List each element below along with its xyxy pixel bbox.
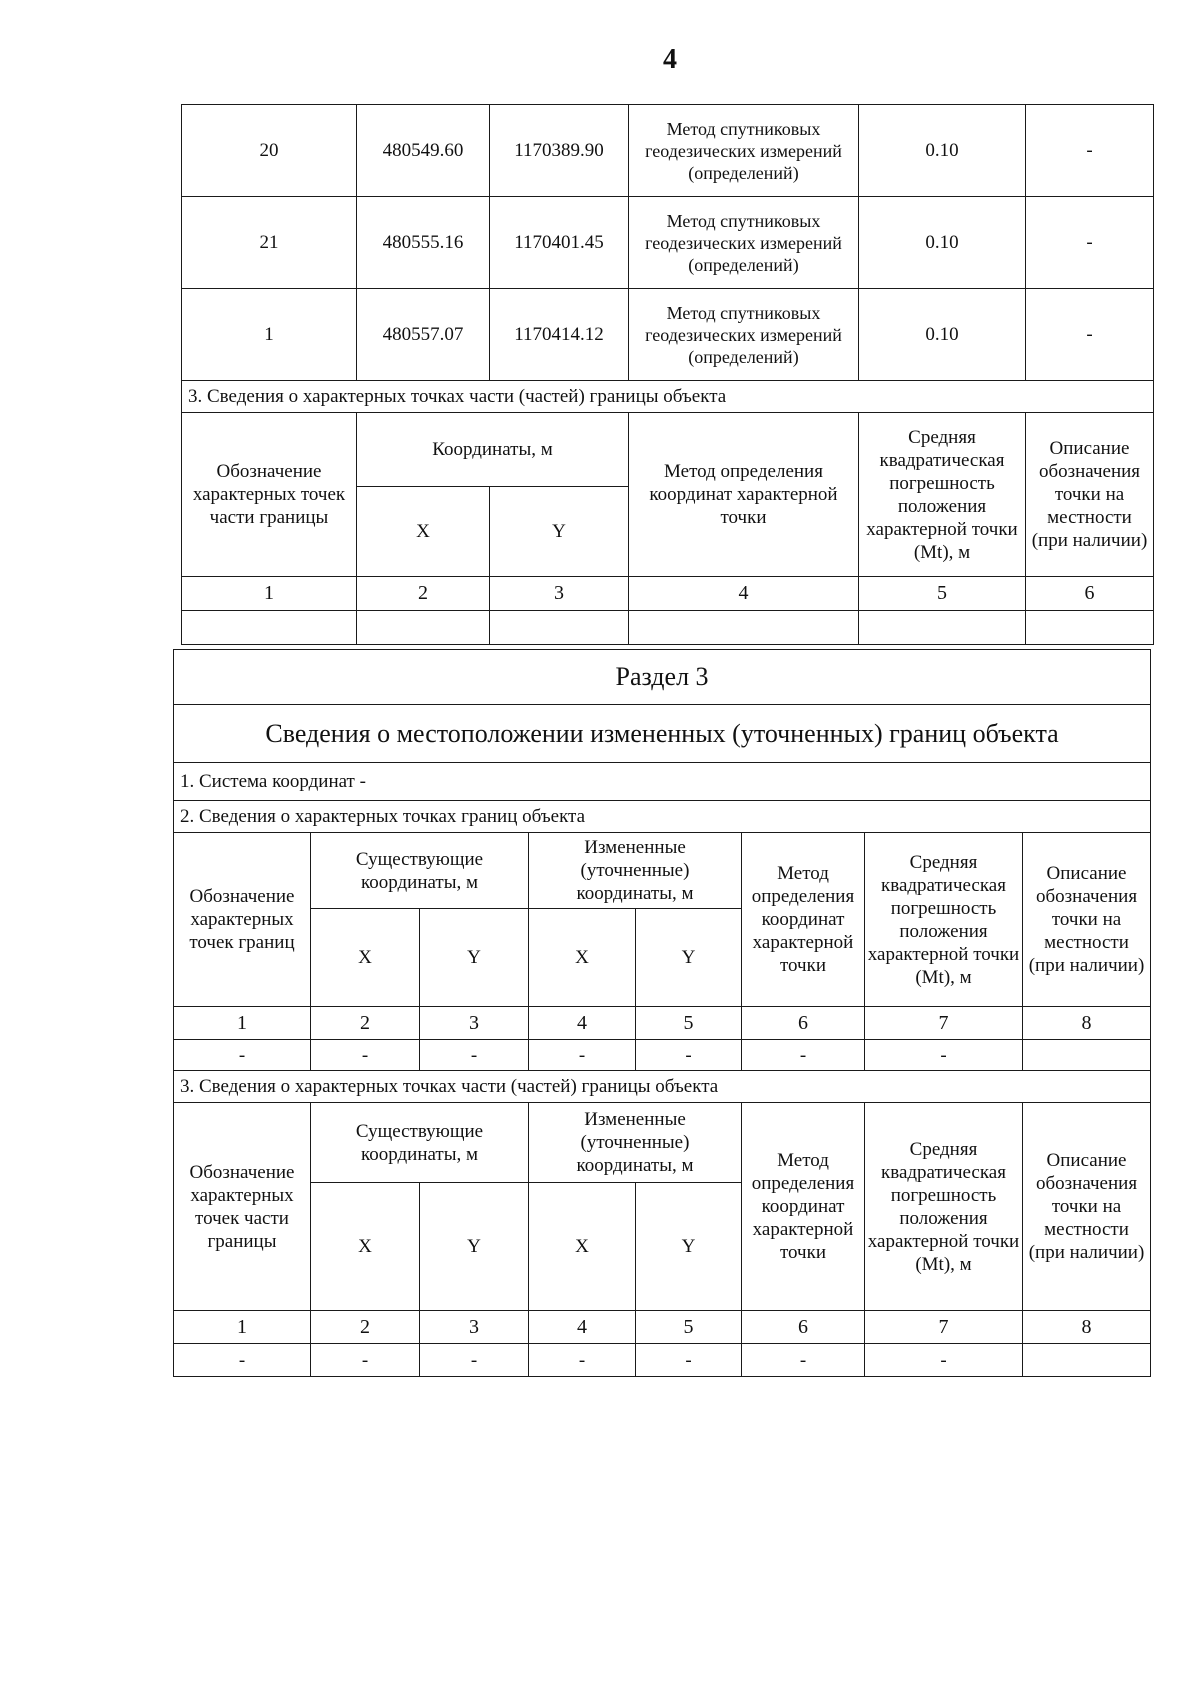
section-title: 3. Сведения о характерных точках части (частей) границы объекта: [182, 381, 1154, 413]
col-number: 2: [311, 1311, 420, 1344]
col-number: 4: [529, 1311, 636, 1344]
changed-x-cell: -: [529, 1040, 636, 1071]
changed-x-cell: -: [529, 1344, 636, 1377]
header-existing: Существующие координаты, м: [311, 1103, 529, 1183]
col-number: 5: [859, 577, 1026, 611]
existing-x-cell: -: [311, 1344, 420, 1377]
page-number: 4: [663, 44, 677, 75]
col-number: 6: [1026, 577, 1154, 611]
header-x: X: [529, 1183, 636, 1311]
header-coords: Координаты, м: [357, 413, 629, 487]
y-cell: 1170401.45: [490, 197, 629, 289]
point-cell: 21: [182, 197, 357, 289]
header-point: Обозначение характерных точек границ: [174, 833, 311, 1007]
y-cell: 1170389.90: [490, 105, 629, 197]
header-x: X: [311, 909, 420, 1007]
point-cell: 1: [182, 289, 357, 381]
col-number: 2: [311, 1007, 420, 1040]
description-cell: -: [1026, 197, 1154, 289]
x-cell: 480549.60: [357, 105, 490, 197]
header-mt: Средняя квадратическая погрешность положения характерной точки (Mt), м: [865, 1103, 1023, 1311]
mt-cell: 0.10: [859, 105, 1026, 197]
col-number: 1: [174, 1311, 311, 1344]
header-x: X: [311, 1183, 420, 1311]
section3-table: [173, 649, 1151, 1377]
col-number: 3: [490, 577, 629, 611]
method-cell: -: [742, 1040, 865, 1071]
header-y: Y: [636, 909, 742, 1007]
mt-cell: -: [865, 1344, 1023, 1377]
point-cell: -: [174, 1040, 311, 1071]
section3-title: Сведения о местоположении измененных (уточненных) границ объекта: [174, 705, 1151, 763]
header-description: Описание обозначения точки на местности (при наличии): [1023, 1103, 1151, 1311]
col-number: 8: [1023, 1311, 1151, 1344]
col-number: 1: [174, 1007, 311, 1040]
table-row: [174, 1040, 1151, 1071]
points-title: 2. Сведения о характерных точках границ объекта: [174, 801, 1151, 833]
empty-row: [182, 611, 1154, 645]
section3-heading: Раздел 3: [174, 650, 1151, 705]
header-y: Y: [490, 487, 629, 577]
col-number: 5: [636, 1311, 742, 1344]
x-cell: 480555.16: [357, 197, 490, 289]
col-number: 2: [357, 577, 490, 611]
header-y: Y: [636, 1183, 742, 1311]
header-description: Описание обозначения точки на местности (при наличии): [1026, 413, 1154, 577]
method-cell: -: [742, 1344, 865, 1377]
col-number: 7: [865, 1311, 1023, 1344]
changed-y-cell: -: [636, 1344, 742, 1377]
col-number: 5: [636, 1007, 742, 1040]
header-point: Обозначение характерных точек части границы: [174, 1103, 311, 1311]
header-y: Y: [420, 909, 529, 1007]
point-cell: 20: [182, 105, 357, 197]
parts-title: 3. Сведения о характерных точках части (частей) границы объекта: [174, 1071, 1151, 1103]
changed-y-cell: -: [636, 1040, 742, 1071]
method-cell: Метод спутниковых геодезических измерений (определений): [629, 105, 859, 197]
header-existing: Существующие координаты, м: [311, 833, 529, 909]
col-number: 7: [865, 1007, 1023, 1040]
header-x: X: [357, 487, 490, 577]
header-x: X: [529, 909, 636, 1007]
table-row: [182, 197, 1154, 289]
header-method: Метод определения координат характерной точки: [742, 833, 865, 1007]
col-number: 6: [742, 1007, 865, 1040]
x-cell: 480557.07: [357, 289, 490, 381]
header-description: Описание обозначения точки на местности (при наличии): [1023, 833, 1151, 1007]
table-row: [174, 1344, 1151, 1377]
coord-system: 1. Система координат -: [174, 763, 1151, 801]
mt-cell: 0.10: [859, 197, 1026, 289]
header-method: Метод определения координат характерной точки: [742, 1103, 865, 1311]
col-number: 3: [420, 1007, 529, 1040]
existing-x-cell: -: [311, 1040, 420, 1071]
col-number: 6: [742, 1311, 865, 1344]
method-cell: Метод спутниковых геодезических измерений (определений): [629, 289, 859, 381]
existing-y-cell: -: [420, 1344, 529, 1377]
description-cell: -: [1026, 105, 1154, 197]
header-method: Метод определения координат характерной точки: [629, 413, 859, 577]
method-cell: Метод спутниковых геодезических измерений (определений): [629, 197, 859, 289]
header-changed: Измененные (уточненные) координаты, м: [529, 1103, 742, 1183]
col-number: 1: [182, 577, 357, 611]
header-mt: Средняя квадратическая погрешность положения характерной точки (Mt), м: [859, 413, 1026, 577]
point-cell: -: [174, 1344, 311, 1377]
col-number: 4: [629, 577, 859, 611]
table-row: [182, 105, 1154, 197]
description-cell: [1023, 1040, 1151, 1071]
header-point: Обозначение характерных точек части границы: [182, 413, 357, 577]
col-number: 4: [529, 1007, 636, 1040]
points-table-continuation: [181, 104, 1154, 645]
column-numbers-row: [174, 1311, 1151, 1344]
description-cell: [1023, 1344, 1151, 1377]
y-cell: 1170414.12: [490, 289, 629, 381]
column-numbers-row: [174, 1007, 1151, 1040]
existing-y-cell: -: [420, 1040, 529, 1071]
description-cell: -: [1026, 289, 1154, 381]
header-y: Y: [420, 1183, 529, 1311]
header-changed: Измененные (уточненные) координаты, м: [529, 833, 742, 909]
col-number: 8: [1023, 1007, 1151, 1040]
table-row: [182, 289, 1154, 381]
col-number: 3: [420, 1311, 529, 1344]
mt-cell: -: [865, 1040, 1023, 1071]
header-mt: Средняя квадратическая погрешность положения характерной точки (Mt), м: [865, 833, 1023, 1007]
column-numbers-row: [182, 577, 1154, 611]
mt-cell: 0.10: [859, 289, 1026, 381]
